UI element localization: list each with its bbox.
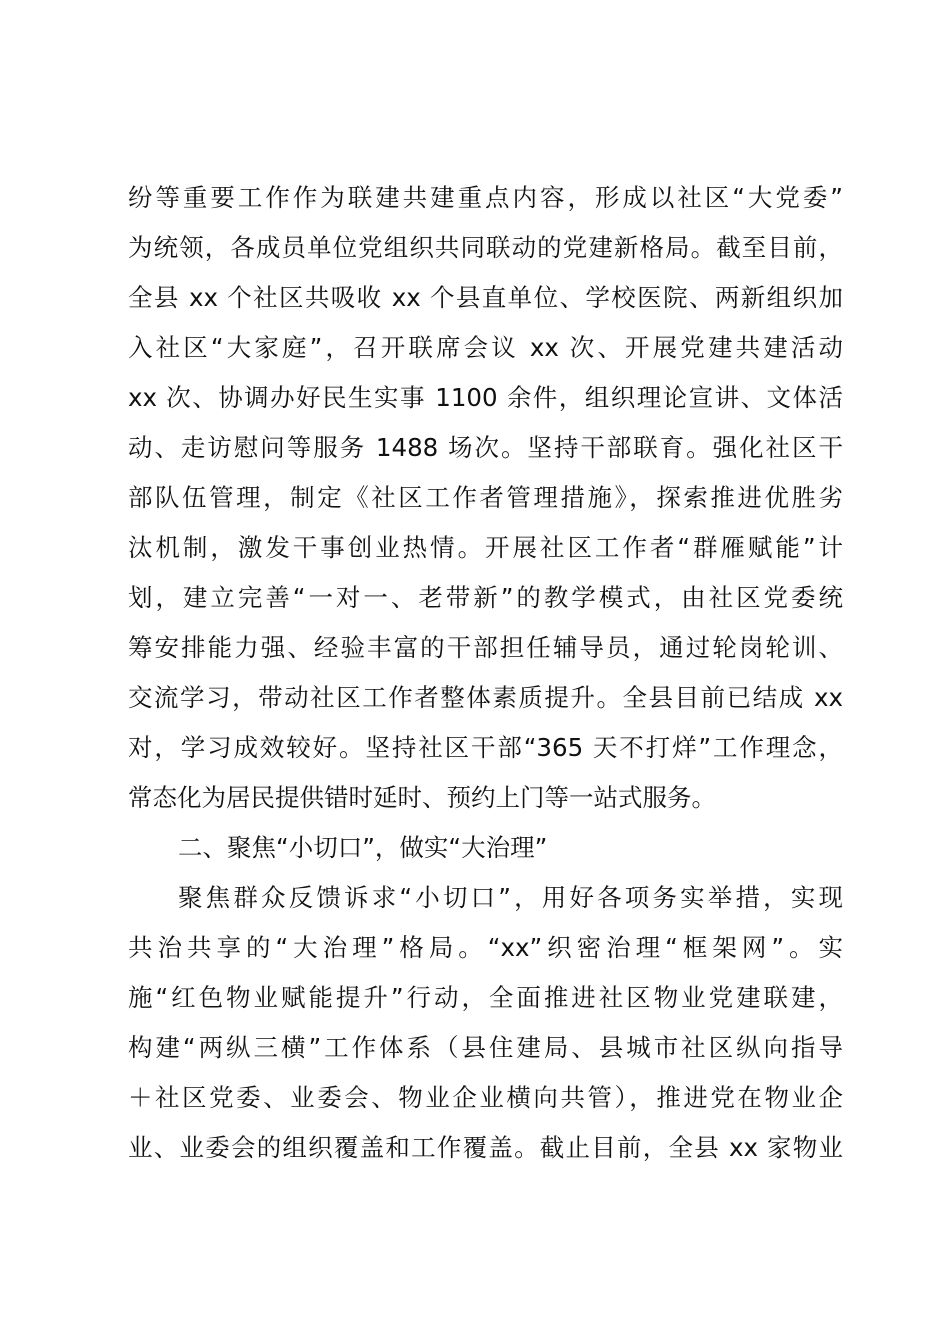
paragraph-line: 全县 xx 个社区共吸收 xx 个县直单位、学校医院、两新组织加 (128, 283, 843, 312)
paragraph-line: 筹安排能力强、经验丰富的干部担任辅导员，通过轮岗轮训、 (128, 633, 843, 662)
paragraph-line: 为统领，各成员单位党组织共同联动的党建新格局。截至目前， (128, 233, 843, 262)
paragraph-line: 动、走访慰问等服务 1488 场次。坚持干部联育。强化社区干 (128, 433, 843, 462)
paragraph-line: 常态化为居民提供错时延时、预约上门等一站式服务。 (128, 783, 716, 812)
paragraph-line: 构建“两纵三横”工作体系（县住建局、县城市社区纵向指导 (128, 1033, 843, 1062)
paragraph-line: 聚焦群众反馈诉求“小切口”，用好各项务实举措，实现 (178, 883, 843, 912)
paragraph-line: ＋社区党委、业委会、物业企业横向共管），推进党在物业企 (128, 1083, 843, 1112)
paragraph-line: 共治共享的“大治理”格局。“xx”织密治理“框架网”。实 (128, 933, 843, 962)
paragraph-line: 交流学习，带动社区工作者整体素质提升。全县目前已结成 xx (128, 683, 843, 712)
paragraph-line: 部队伍管理，制定《社区工作者管理措施》，探索推进优胜劣 (128, 483, 843, 512)
paragraph-line: xx 次、协调办好民生实事 1100 余件，组织理论宣讲、文体活 (128, 383, 843, 412)
section-heading: 二、聚焦“小切口”，做实“大治理” (178, 833, 548, 862)
paragraph-line: 划，建立完善“一对一、老带新”的教学模式，由社区党委统 (128, 583, 843, 612)
paragraph-line: 业、业委会的组织覆盖和工作覆盖。截止目前，全县 xx 家物业 (128, 1133, 843, 1162)
paragraph-line: 入社区“大家庭”，召开联席会议 xx 次、开展党建共建活动 (128, 333, 843, 362)
paragraph-line: 对，学习成效较好。坚持社区干部“365 天不打烊”工作理念， (128, 733, 843, 762)
paragraph-line: 施“红色物业赋能提升”行动，全面推进社区物业党建联建， (128, 983, 843, 1012)
paragraph-line: 汰机制，激发干事创业热情。开展社区工作者“群雁赋能”计 (128, 533, 843, 562)
paragraph-line: 纷等重要工作作为联建共建重点内容，形成以社区“大党委” (128, 183, 843, 212)
